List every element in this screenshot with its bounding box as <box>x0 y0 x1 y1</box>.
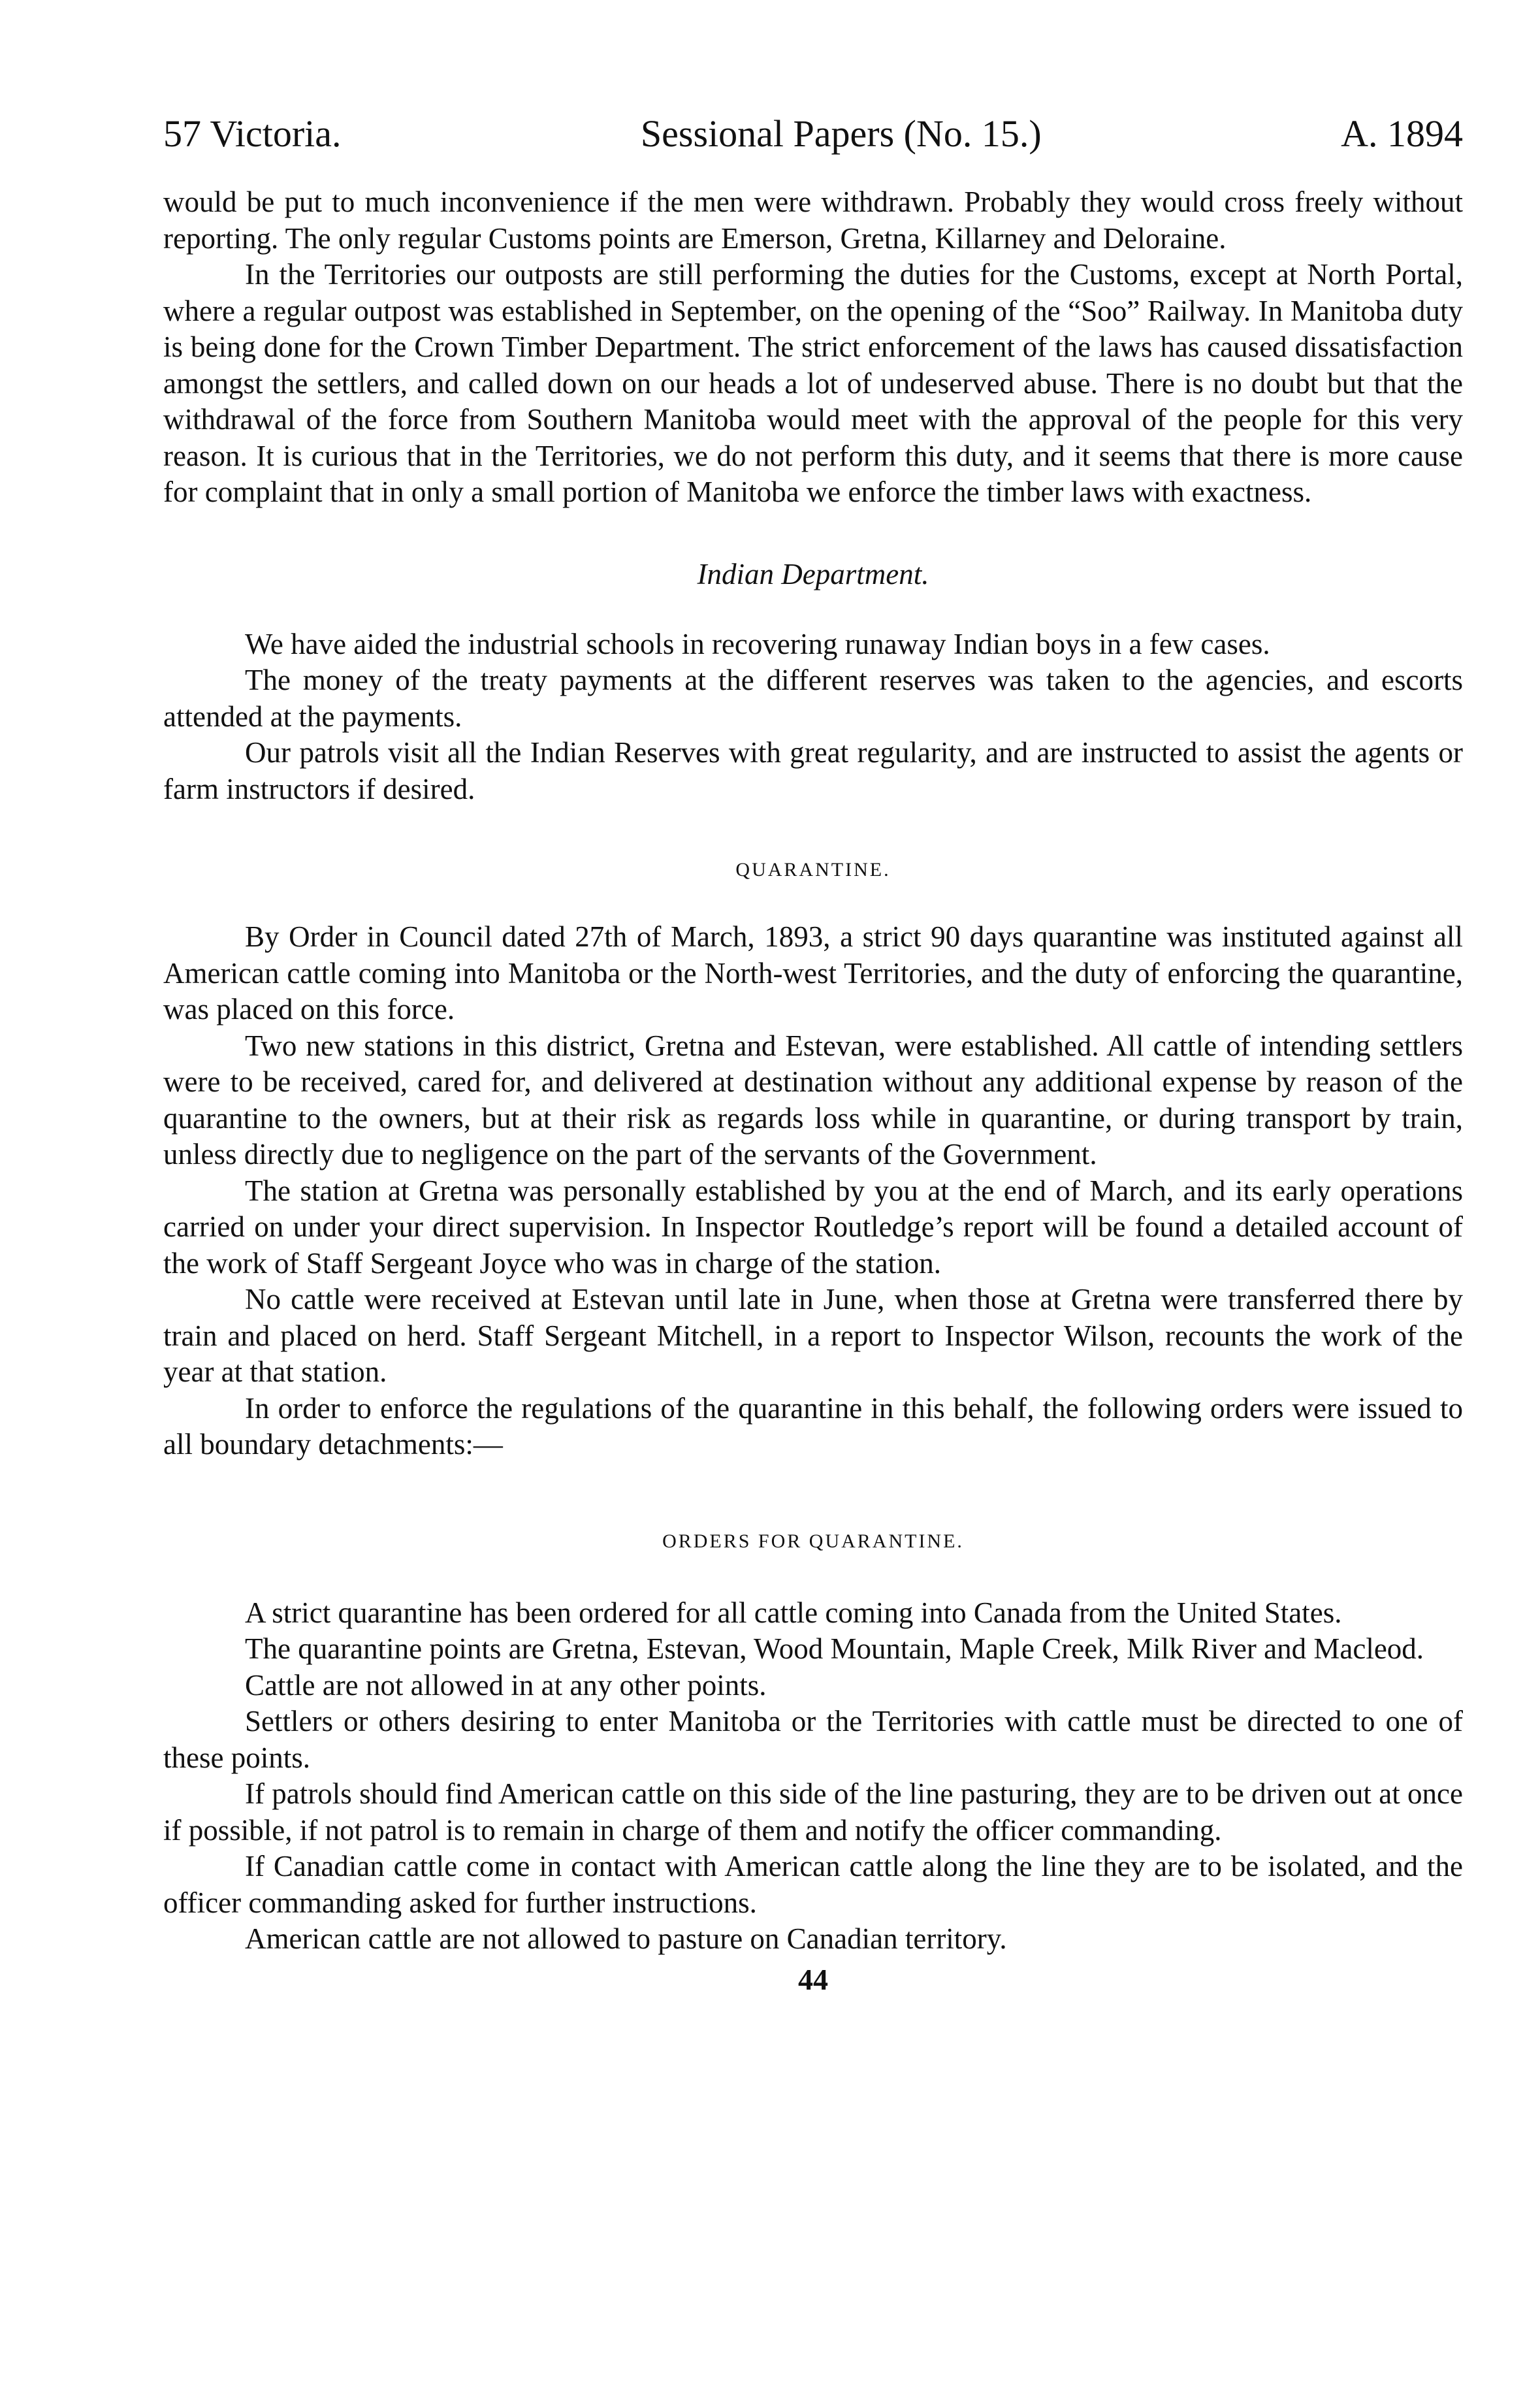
running-header <box>163 111 1463 157</box>
paragraph: We have aided the industrial schools in recovering runaway Indian boys in a few cases. <box>245 627 1270 660</box>
paragraph: If patrols should find American cattle on this side of the line pasturing, they are to be driven out at once if possible, if not patrol is to remain in charge of them and notify the officer commanding. <box>163 1777 1463 1847</box>
paragraph: Our patrols visit all the Indian Reserves with great regularity, and are instructed to assist the agents or farm instructors if desired. <box>163 736 1463 805</box>
paragraph: A strict quarantine has been ordered for all cattle coming into Canada from the United States. <box>245 1596 1342 1629</box>
paragraph: By Order in Council dated 27th of March, 1893, a strict 90 days quarantine was instituted against all American cattle coming into Manitoba or the North-west Territories, and the duty of enforcing the quarantine, was placed on this force. <box>163 920 1463 1026</box>
paragraph: would be put to much inconvenience if the men were withdrawn. Probably they would cross freely without reporting. The only regular Customs points are Emerson, Gretna, Killarney and Deloraine. <box>163 186 1463 255</box>
paragraph: Cattle are not allowed in at any other points. <box>245 1668 767 1702</box>
paragraph: In order to enforce the regulations of the quarantine in this behalf, the following orders were issued to all boundary detachments:— <box>163 1391 1463 1461</box>
paragraph: The quarantine points are Gretna, Estevan, Wood Mountain, Maple Creek, Milk River and Macleod. <box>245 1632 1424 1665</box>
section-heading-quarantine: QUARANTINE. <box>735 859 891 880</box>
orders-section <box>163 1595 1463 1958</box>
paragraph: If Canadian cattle come in contact with American cattle along the line they are to be isolated, and the officer commanding asked for further instructions. <box>163 1850 1463 1919</box>
intro-section <box>163 184 1463 511</box>
indian-department-section <box>163 626 1463 808</box>
document-page <box>163 111 1463 1997</box>
header-year: A. 1894 <box>1341 112 1463 155</box>
paragraph: The station at Gretna was personally established by you at the end of March, and its early operations carried on under your direct supervision. In Inspector Routledge’s report will be found a detailed account of the work of Staff Sergeant Joyce who was in charge of the station. <box>163 1174 1463 1280</box>
section-heading-orders-for-quarantine: ORDERS FOR QUARANTINE. <box>662 1530 964 1552</box>
section-heading-indian-department: Indian Department. <box>697 557 929 590</box>
paragraph: Two new stations in this district, Gretna and Estevan, were established. All cattle of intending settlers were to be received, cared for, and delivered at destination without any additional expense by reason of the quarantine to the owners, but at their risk as regards loss while in quarantine, or during transport by train, unless directly due to negligence on the part of the servants of the Government. <box>163 1029 1463 1171</box>
header-session: 57 Victoria. <box>163 112 342 155</box>
paragraph: Settlers or others desiring to enter Manitoba or the Territories with cattle must be directed to one of these points. <box>163 1705 1463 1774</box>
paragraph: The money of the treaty payments at the different reserves was taken to the agencies, and escorts attended at the payments. <box>163 664 1463 733</box>
paragraph: No cattle were received at Estevan until late in June, when those at Gretna were transferred there by train and placed on herd. Staff Sergeant Mitchell, in a report to Inspector Wilson, recounts the work of the year at that station. <box>163 1283 1463 1388</box>
paragraph: American cattle are not allowed to pasture on Canadian territory. <box>245 1922 1007 1955</box>
quarantine-section <box>163 919 1463 1463</box>
header-title: Sessional Papers (No. 15.) <box>640 112 1042 155</box>
page-number: 44 <box>798 1962 828 1996</box>
paragraph: In the Territories our outposts are still performing the duties for the Customs, except at North Portal, where a regular outpost was established in September, on the opening of the “Soo” Railway. In Manitoba duty is being done for the Crown Timber Department. The strict enforcement of the laws has caused dissatisfaction amongst the settlers, and called down on our heads a lot of undeserved abuse. There is no doubt but that the withdrawal of the force from Southern Manitoba would meet with the approval of the people for this very reason. It is curious that in the Territories, we do not perform this duty, and it seems that there is more cause for complaint that in only a small portion of Manitoba we enforce the timber laws with exactness. <box>163 258 1463 508</box>
